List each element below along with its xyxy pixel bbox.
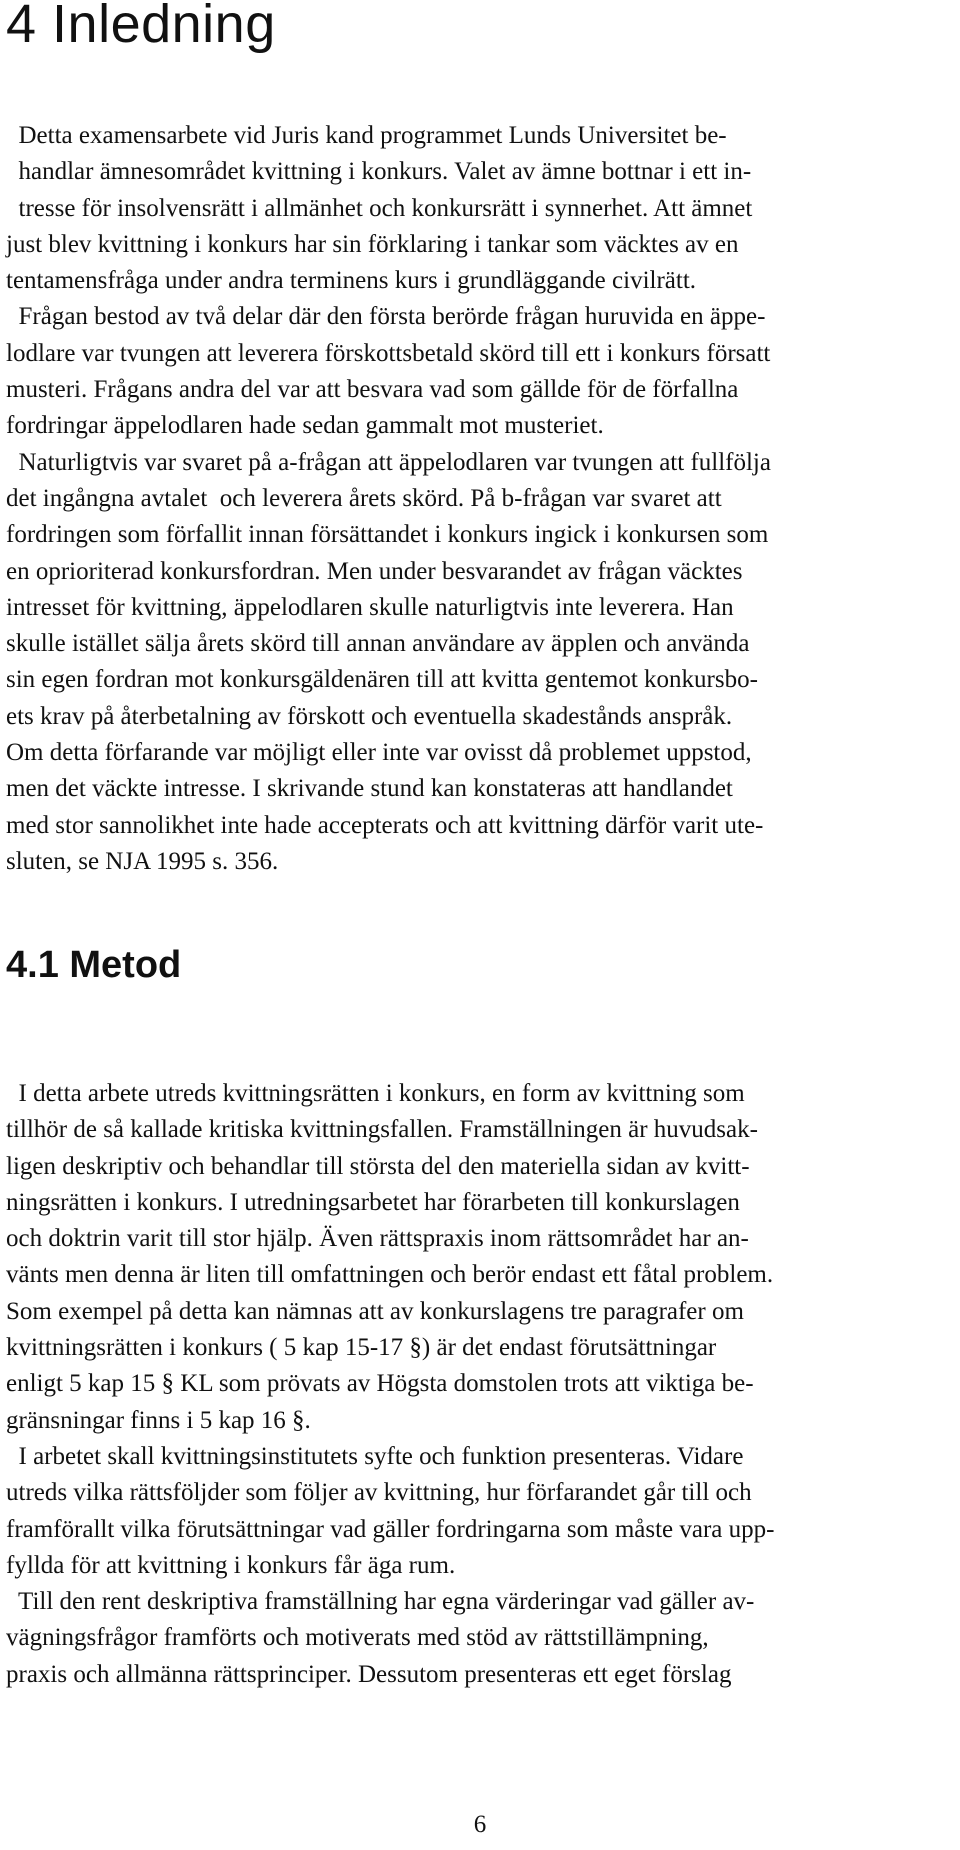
- text-line: lodlare var tvungen att leverera förskottsbetald skörd till ett i konkurs försatt: [6, 339, 771, 367]
- text-line: fyllda för att kvittning i konkurs får äga rum.: [6, 1551, 456, 1579]
- chapter-title: 4 Inledning: [6, 0, 276, 54]
- text-line: I arbetet skall kvittningsinstitutets syfte och funktion presenteras. Vidare: [6, 1442, 744, 1470]
- text-line: kvittningsrätten i konkurs ( 5 kap 15-17 §) är det endast förutsättningar: [6, 1334, 717, 1362]
- text-line: Om detta förfarande var möjligt eller inte var ovisst då problemet uppstod,: [6, 739, 752, 767]
- page-number: 6: [473, 1811, 487, 1838]
- text-line: det ingångna avtalet och leverera årets skörd. På b-frågan var svaret att: [6, 484, 722, 512]
- text-line: men det väckte intresse. I skrivande stund kan konstateras att handlandet: [6, 775, 733, 803]
- text-line: tentamensfråga under andra terminens kurs i grundläggande civilrätt.: [6, 267, 697, 295]
- text-line: ningsrätten i konkurs. I utredningsarbetet har förarbeten till konkurslagen: [6, 1188, 740, 1216]
- text-line: Som exempel på detta kan nämnas att av konkurslagens tre paragrafer om: [6, 1297, 744, 1325]
- text-line: ligen deskriptiv och behandlar till största del den materiella sidan av kvitt-: [6, 1152, 750, 1180]
- text-line: musteri. Frågans andra del var att besvara vad som gällde för de förfallna: [6, 376, 739, 404]
- text-line: utreds vilka rättsföljder som följer av kvittning, hur förfarandet går till och: [6, 1479, 752, 1507]
- text-line: Detta examensarbete vid Juris kand programmet Lunds Universitet be-: [6, 122, 727, 149]
- text-line: en oprioriterad konkursfordran. Men under besvarandet av frågan väcktes: [6, 557, 743, 585]
- text-line: I detta arbete utreds kvittningsrätten i konkurs, en form av kvittning som: [6, 1080, 745, 1107]
- text-line: vägningsfrågor framförts och motiverats med stöd av rättstillämpning,: [6, 1624, 709, 1652]
- text-line: fordringen som förfallit innan försättandet i konkurs ingick i konkursen som: [6, 521, 769, 549]
- text-line: vänts men denna är liten till omfattningen och berör endast ett fåtal problem.: [6, 1261, 774, 1289]
- metod-paragraphs: [6, 1076, 956, 1693]
- text-line: gränsningar finns i 5 kap 16 §.: [6, 1406, 311, 1434]
- text-line: enligt 5 kap 15 § KL som prövats av Högsta domstolen trots att viktiga be-: [6, 1370, 754, 1398]
- text-line: handlar ämnesområdet kvittning i konkurs. Valet av ämne bottnar i ett in-: [6, 158, 752, 186]
- text-line: skulle istället sälja årets skörd till annan användare av äpplen och använda: [6, 630, 750, 658]
- text-line: Frågan bestod av två delar där den första berörde frågan huruvida en äppe-: [6, 303, 766, 331]
- text-line: med stor sannolikhet inte hade accepterats och att kvittning därför varit ute-: [6, 811, 764, 839]
- text-line: tresse för insolvensrätt i allmänhet och konkursrätt i synnerhet. Att ämnet: [6, 194, 753, 222]
- text-line: praxis och allmänna rättsprinciper. Dessutom presenteras ett eget förslag: [6, 1660, 732, 1688]
- intro-paragraphs: [6, 118, 956, 880]
- text-line: Naturligtvis var svaret på a-frågan att äppelodlaren var tvungen att fullfölja: [6, 448, 771, 476]
- text-line: fordringar äppelodlaren hade sedan gammalt mot musteriet.: [6, 412, 604, 440]
- text-line: ets krav på återbetalning av förskott och eventuella skadestånds anspråk.: [6, 702, 733, 730]
- text-line: intresset för kvittning, äppelodlaren skulle naturligtvis inte leverera. Han: [6, 593, 734, 621]
- text-line: och doktrin varit till stor hjälp. Även rättspraxis inom rättsområdet har an-: [6, 1225, 749, 1253]
- text-line: just blev kvittning i konkurs har sin förklaring i tankar som väcktes av en: [6, 230, 739, 258]
- text-line: sluten, se NJA 1995 s. 356.: [6, 847, 279, 875]
- text-line: sin egen fordran mot konkursgäldenären till att kvitta gentemot konkursbo-: [6, 666, 758, 694]
- text-line: framförallt vilka förutsättningar vad gäller fordringarna som måste vara upp-: [6, 1515, 775, 1543]
- text-line: tillhör de så kallade kritiska kvittningsfallen. Framställningen är huvudsak-: [6, 1116, 758, 1144]
- section-title: 4.1 Metod: [6, 944, 182, 986]
- text-line: Till den rent deskriptiva framställning har egna värderingar vad gäller av-: [6, 1588, 755, 1616]
